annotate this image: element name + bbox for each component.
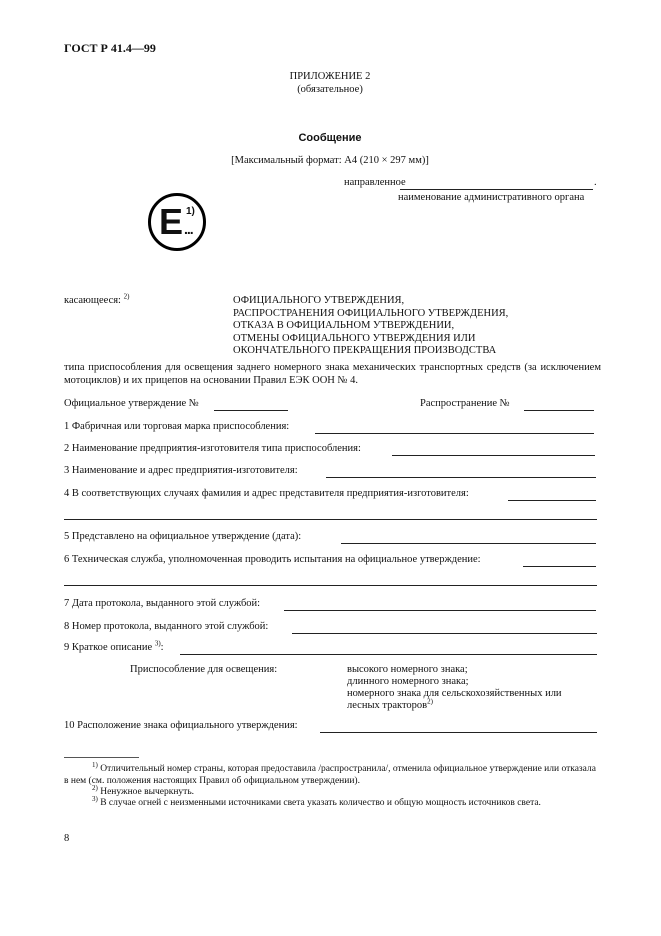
device-option: лесных тракторов$^{2)}$ <box>347 697 433 711</box>
concerning-line: ОТМЕНЫ ОФИЦИАЛЬНОГО УТВЕРЖДЕНИЯ ИЛИ <box>233 332 476 344</box>
type-description: типа приспособления для освещения заднего номерного знака механических транспортных средств (за исключением мотоциклов) и их прицепов на основании Правил ЕЭК ООН № 4. <box>64 362 601 386</box>
item-2-label: 2 Наименование предприятия-изготовителя типа приспособления: <box>64 443 361 454</box>
footnote-2: $^{2)}$ Ненужное вычеркнуть. <box>92 783 195 797</box>
item-8-label: 8 Номер протокола, выданного этой службой: <box>64 621 269 632</box>
item-6-label: 6 Техническая служба, уполномоченная проводить испытания на официальное утверждение: <box>64 554 481 565</box>
item-4-label: 4 В соответствующих случаях фамилия и адрес представителя предприятия-изготовителя: <box>64 488 469 499</box>
concerning-line: ОФИЦИАЛЬНОГО УТВЕРЖДЕНИЯ, <box>233 295 405 306</box>
item-5-label: 5 Представлено на официальное утверждение (дата): <box>64 531 302 542</box>
device-option: номерного знака для сельскохозяйственных или <box>347 688 562 699</box>
item-7-field[interactable] <box>284 610 596 611</box>
item-1-label: 1 Фабричная или торговая марка приспособления: <box>64 421 290 432</box>
addressed-caption: наименование административного органа <box>398 192 585 203</box>
item-6-field[interactable] <box>523 566 596 567</box>
footnote-2-sup: 2) <box>92 783 98 792</box>
concerning-line: ОКОНЧАТЕЛЬНОГО ПРЕКРАЩЕНИЯ ПРОИЗВОДСТВА <box>233 345 497 356</box>
item-10-field[interactable] <box>320 732 597 733</box>
approval-mark-logo <box>148 193 206 251</box>
device-option: длинного номерного знака; <box>347 676 469 687</box>
item-1-field[interactable] <box>315 433 594 434</box>
concerning-line: РАСПРОСТРАНЕНИЯ ОФИЦИАЛЬНОГО УТВЕРЖДЕНИЯ, <box>233 307 509 319</box>
emark-letter: E <box>159 201 184 242</box>
footnote-3-sup: 3) <box>92 794 98 803</box>
annex-subtitle: (обязательное) <box>297 84 363 95</box>
addressed-label: направленное <box>344 177 406 188</box>
item-6-field-cont[interactable] <box>64 585 597 586</box>
format-note: [Максимальный формат: А4 (210 × 297 мм)] <box>231 155 429 166</box>
message-title: Сообщение <box>298 132 362 144</box>
emark-sup: 1) <box>186 206 195 217</box>
addressed-field[interactable] <box>400 189 593 190</box>
footnote-3: $^{3)}$ В случае огней с неизменными источниками света указать количество и общую мощность источников света. <box>92 794 541 808</box>
extension-no-label: Распространение № <box>420 398 510 409</box>
addressed-trail: . <box>594 177 597 188</box>
item-9-sup: 3) <box>154 639 161 648</box>
footnote-1: $^{1)}$ Отличительный номер страны, которая предоставила /распространила/, отменила официальное утверждение или отказала в нем (см. положения настоящих Правил об официальном утверждении). <box>64 760 596 786</box>
item-4-field[interactable] <box>508 500 596 501</box>
item-9-field[interactable] <box>180 654 597 655</box>
footnote-separator <box>64 757 139 758</box>
item-7-label: 7 Дата протокола, выданного этой службой: <box>64 598 261 609</box>
concerning-label: касающееся: $^{2)}$ <box>64 292 130 306</box>
concerning-line: ОТКАЗА В ОФИЦИАЛЬНОМ УТВЕРЖДЕНИИ, <box>233 320 455 331</box>
item-3-label: 3 Наименование и адрес предприятия-изготовителя: <box>64 465 298 476</box>
item-3-field[interactable] <box>326 477 596 478</box>
annex-title: ПРИЛОЖЕНИЕ 2 <box>289 71 371 82</box>
device-option: высокого номерного знака; <box>347 664 468 675</box>
item-10-label: 10 Расположение знака официального утверждения: <box>64 720 298 731</box>
emark-dots: ... <box>184 221 193 237</box>
device-options-sup: 2) <box>427 697 433 706</box>
approval-no-field[interactable] <box>214 410 288 411</box>
standard-header: ГОСТ Р 41.4—99 <box>64 41 156 55</box>
concerning-list <box>233 295 508 358</box>
page-number: 8 <box>64 833 70 844</box>
item-8-field[interactable] <box>292 633 597 634</box>
item-4-field-cont[interactable] <box>64 519 597 520</box>
device-options <box>347 664 562 712</box>
footnote-1-sup: 1) <box>92 760 98 769</box>
device-label: Приспособление для освещения: <box>130 664 278 675</box>
item-9-label: 9 Краткое описание $^{3)}$: <box>64 639 164 653</box>
approval-no-label: Официальное утверждение № <box>64 398 199 409</box>
item-2-field[interactable] <box>392 455 595 456</box>
item-5-field[interactable] <box>341 543 596 544</box>
concerning-sup: 2) <box>123 292 130 301</box>
extension-no-field[interactable] <box>524 410 594 411</box>
